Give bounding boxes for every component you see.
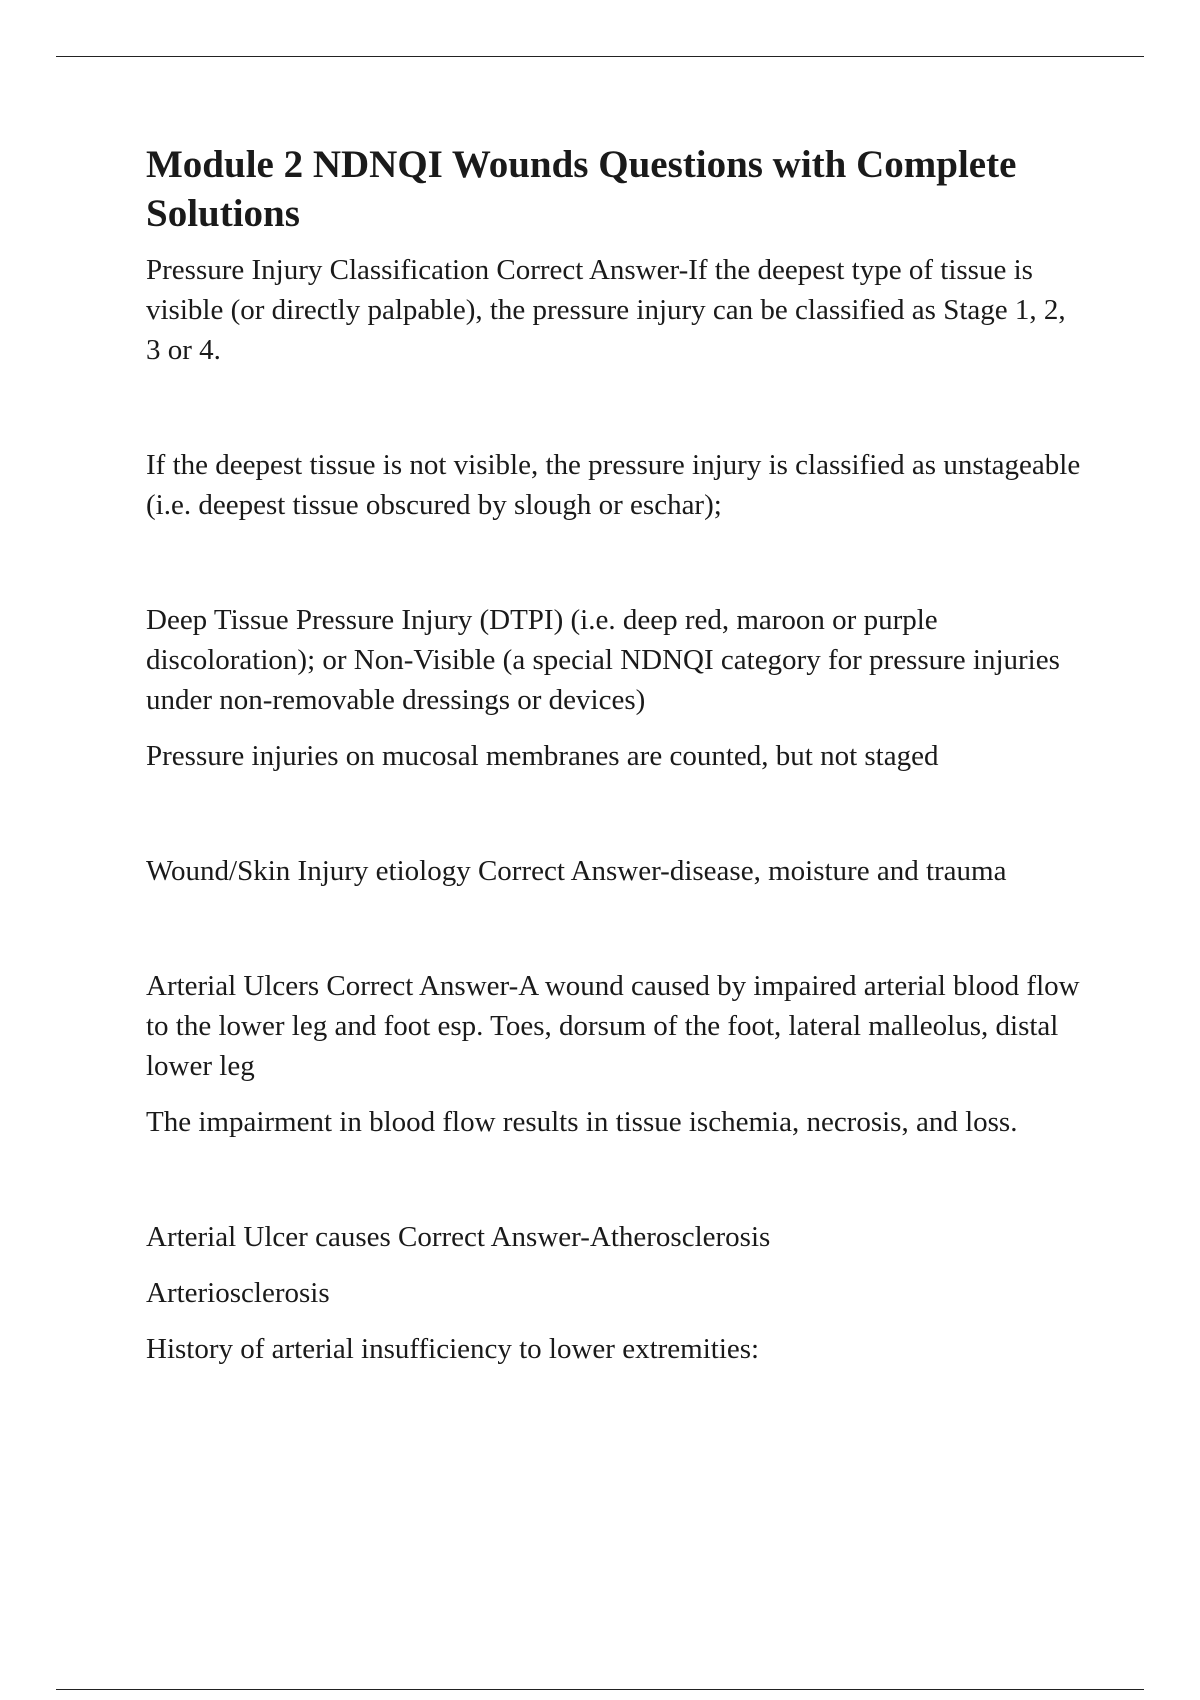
footer-rule — [56, 1689, 1144, 1690]
paragraph-arteriosclerosis: Arteriosclerosis — [146, 1277, 330, 1309]
paragraph-arterial-ulcers: Arterial Ulcers Correct Answer-A wound caused by impaired arterial blood flow to the lower leg and foot esp. Toes, dorsum of the foot, lateral malleolus, distal lower leg — [146, 970, 1080, 1082]
paragraph-arterial-insufficiency-history: History of arterial insufficiency to lower extremities: — [146, 1333, 760, 1365]
document-title: Module 2 NDNQI Wounds Questions with Complete Solutions — [146, 143, 1017, 235]
document-body — [146, 140, 1086, 1369]
paragraph-wound-etiology: Wound/Skin Injury etiology Correct Answer-disease, moisture and trauma — [146, 855, 1007, 887]
paragraph-blood-flow-impairment: The impairment in blood flow results in tissue ischemia, necrosis, and loss. — [146, 1106, 1018, 1138]
paragraph-pressure-injury-classification: Pressure Injury Classification Correct Answer-If the deepest type of tissue is visible (or directly palpable), the pressure injury can be classified as Stage 1, 2, 3 or 4. — [146, 254, 1066, 366]
paragraph-mucosal: Pressure injuries on mucosal membranes are counted, but not staged — [146, 740, 939, 772]
header-rule — [56, 56, 1144, 57]
paragraph-dtpi: Deep Tissue Pressure Injury (DTPI) (i.e. deep red, maroon or purple discoloration); or Non-Visible (a special NDNQI category for pressure injuries under non-removable dressings or devices) — [146, 604, 1060, 716]
paragraph-unstageable: If the deepest tissue is not visible, the pressure injury is classified as unstageable (i.e. deepest tissue obscured by slough or eschar); — [146, 449, 1081, 521]
paragraph-arterial-ulcer-causes: Arterial Ulcer causes Correct Answer-Atherosclerosis — [146, 1221, 771, 1253]
